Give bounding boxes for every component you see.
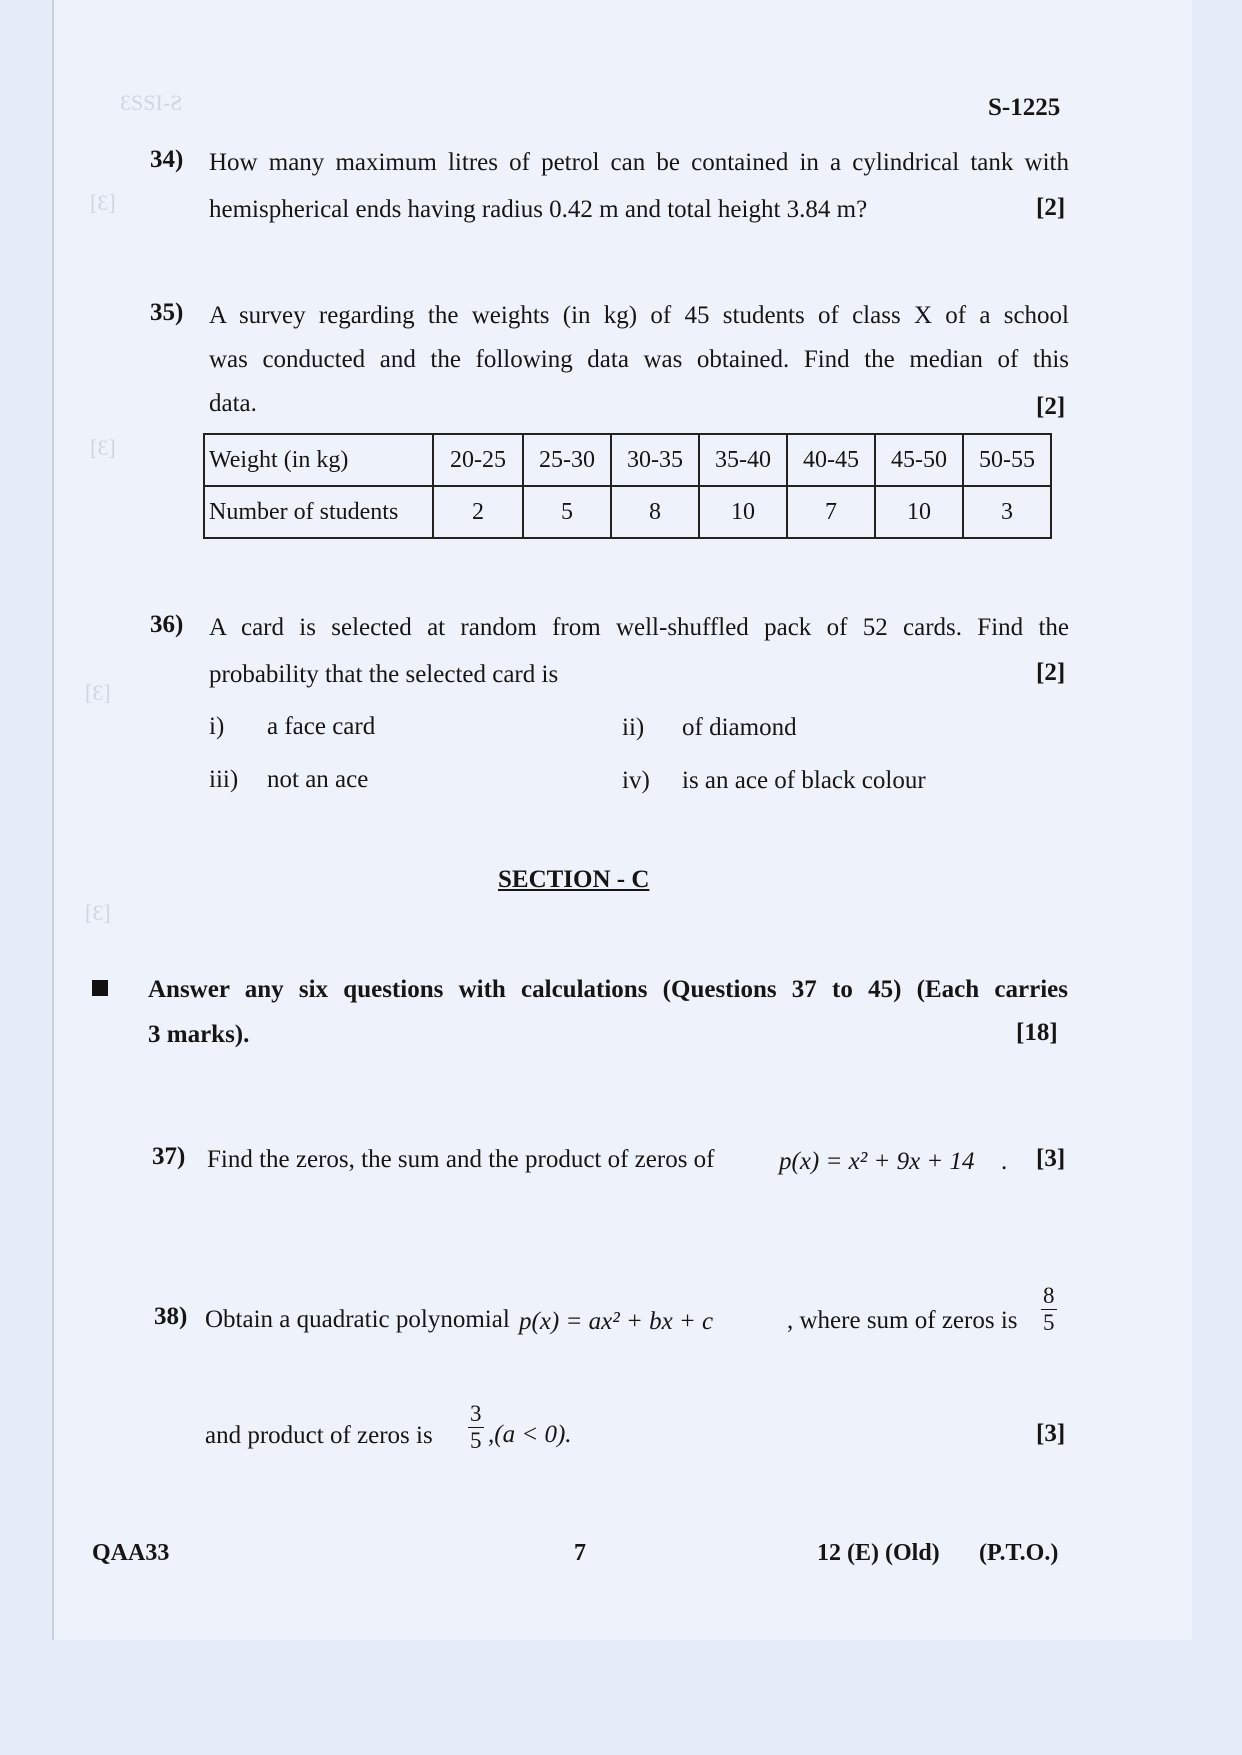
question-35-marks: [2] <box>1036 393 1066 420</box>
question-38-marks: [3] <box>1036 1420 1066 1447</box>
question-number-35: 35) <box>150 299 184 326</box>
option-text: of diamond <box>682 714 797 741</box>
question-38-text1: Obtain a quadratic polynomial <box>205 1306 510 1333</box>
table-row <box>204 434 1051 486</box>
question-37-expression: p(x) = x² + 9x + 14 <box>779 1148 975 1175</box>
table-cell: 20-25 <box>433 434 523 486</box>
table-header-weight: Weight (in kg) <box>204 434 433 486</box>
option-text: not an ace <box>267 766 369 793</box>
table-row <box>204 486 1051 538</box>
table-cell: 10 <box>699 486 787 538</box>
question-34-line1: How many maximum litres of petrol can be contained in a cylindrical tank with <box>209 149 1069 176</box>
table-cell: 40-45 <box>787 434 875 486</box>
bullet-icon <box>92 980 108 996</box>
question-38-expression: p(x) = ax² + bx + c <box>519 1308 714 1335</box>
question-number-36: 36) <box>150 611 184 638</box>
fraction-sum-of-zeros <box>1041 1283 1057 1336</box>
section-title: SECTION - C <box>498 866 650 893</box>
show-through-mark: ƐSSI-Ƨ <box>120 90 183 115</box>
option-text: is an ace of black colour <box>682 767 926 794</box>
table-cell: 7 <box>787 486 875 538</box>
table-cell: 5 <box>523 486 611 538</box>
option-label: ii) <box>622 714 645 741</box>
question-36-line2: probability that the selected card is <box>209 661 559 688</box>
table-cell: 2 <box>433 486 523 538</box>
question-34-marks: [2] <box>1036 194 1066 221</box>
question-38-condition: ,(a < 0). <box>488 1421 572 1448</box>
table-cell: 45-50 <box>875 434 963 486</box>
table-cell: 50-55 <box>963 434 1051 486</box>
question-35-line2: was conducted and the following data was obtained. Find the median of this <box>209 346 1069 373</box>
question-38-text3: and product of zeros is <box>205 1422 433 1449</box>
question-36-marks: [2] <box>1036 659 1066 686</box>
question-number-37: 37) <box>152 1143 186 1170</box>
question-35-line1: A survey regarding the weights (in kg) of 45 students of class X of a school <box>209 302 1069 329</box>
question-36-line1: A card is selected at random from well-shuffled pack of 52 cards. Find the <box>209 614 1069 641</box>
show-through-mark: [Ɛ] <box>85 900 111 925</box>
footer-paper-id: 12 (E) (Old) <box>817 1540 940 1566</box>
option-label: iii) <box>209 766 239 793</box>
question-number-34: 34) <box>150 146 184 173</box>
question-34-line2: hemispherical ends having radius 0.42 m and total height 3.84 m? <box>209 196 868 223</box>
footer-pto: (P.T.O.) <box>979 1540 1059 1566</box>
table-cell: 10 <box>875 486 963 538</box>
fraction-denominator: 5 <box>470 1428 482 1453</box>
table-cell: 30-35 <box>611 434 699 486</box>
question-37-text: Find the zeros, the sum and the product of zeros of <box>207 1146 715 1173</box>
option-label: iv) <box>622 767 650 794</box>
fraction-denominator: 5 <box>1043 1310 1055 1335</box>
fraction-numerator: 3 <box>470 1401 482 1426</box>
section-marks: [18] <box>1016 1019 1058 1046</box>
question-37-marks: [3] <box>1036 1145 1066 1172</box>
option-label: i) <box>209 713 225 740</box>
option-text: a face card <box>267 713 376 740</box>
section-instruction-line1: Answer any six questions with calculations (Questions 37 to 45) (Each carries <box>148 976 1068 1003</box>
question-number-38: 38) <box>154 1303 188 1330</box>
table-cell: 3 <box>963 486 1051 538</box>
exam-page <box>52 0 1192 1640</box>
table-cell: 25-30 <box>523 434 611 486</box>
footer-code: QAA33 <box>92 1540 170 1566</box>
show-through-mark: [Ɛ] <box>90 435 116 460</box>
show-through-mark: [Ɛ] <box>85 680 111 705</box>
fraction-product-of-zeros <box>468 1401 484 1454</box>
question-37-period: . <box>1001 1148 1008 1175</box>
table-cell: 8 <box>611 486 699 538</box>
weights-table <box>203 433 1052 539</box>
paper-code: S-1225 <box>988 94 1061 121</box>
table-cell: 35-40 <box>699 434 787 486</box>
fraction-numerator: 8 <box>1043 1283 1055 1308</box>
question-38-text2: , where sum of zeros is <box>787 1307 1018 1334</box>
table-header-students: Number of students <box>204 486 433 538</box>
question-35-line3: data. <box>209 390 257 417</box>
show-through-mark: [Ɛ] <box>90 190 116 215</box>
page-number: 7 <box>574 1540 586 1566</box>
section-instruction-line2: 3 marks). <box>148 1021 250 1048</box>
